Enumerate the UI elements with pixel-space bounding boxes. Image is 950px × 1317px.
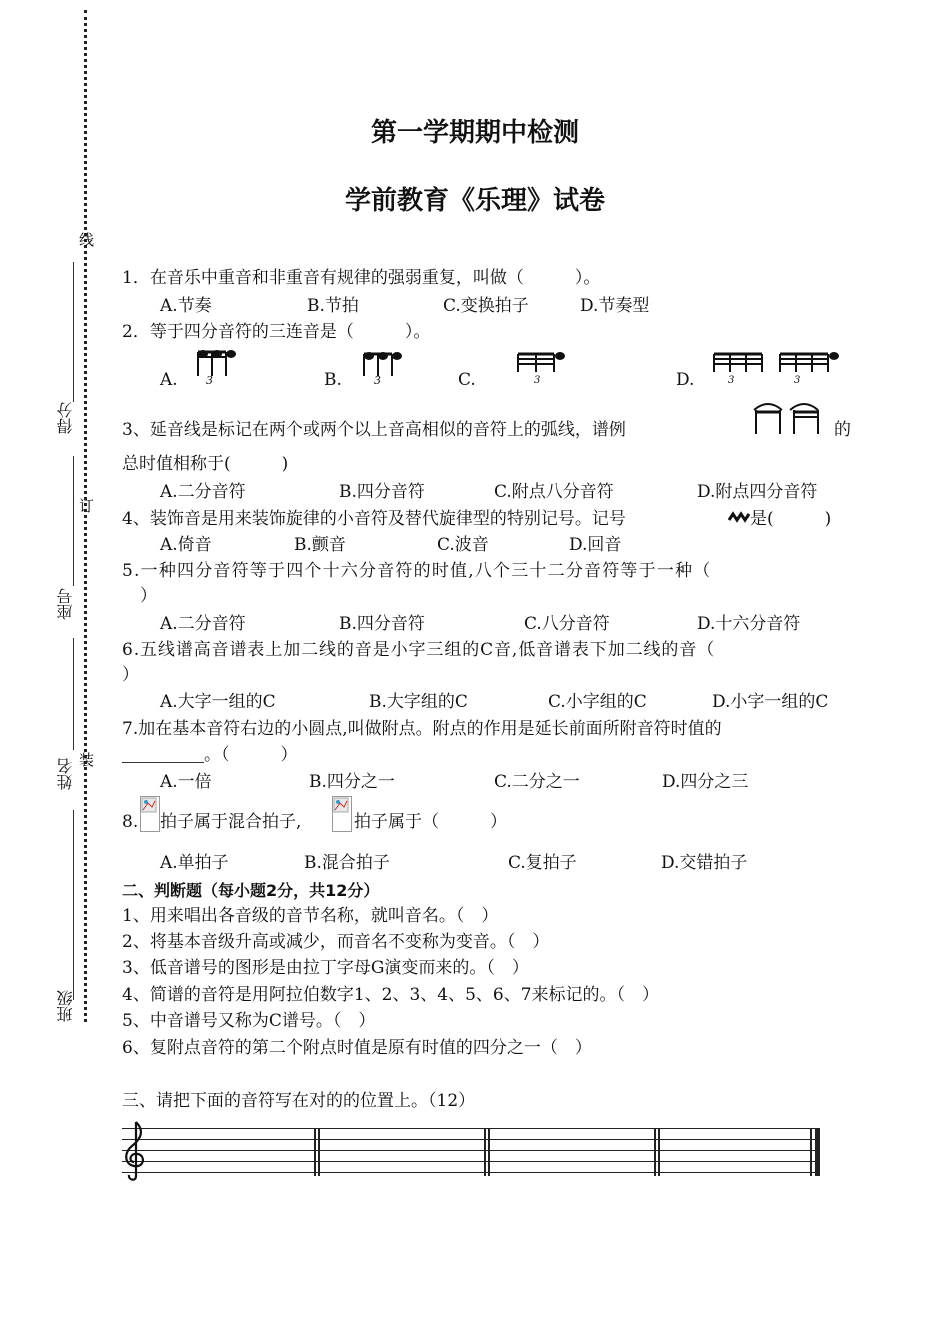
q1-option-b: B.节拍 [307,296,359,316]
music-staff [122,1128,820,1176]
question-5: 5.一种四分音符等于四个十六分音符的时值,八个三十二分音符等于一种（ [122,561,712,581]
judge-item-5: 5、中音谱号又称为C谱号。（ ） [122,1011,376,1031]
name-label: 姓名 [56,758,75,790]
q7-option-c: C.二分之一 [494,772,580,792]
name-line [73,638,74,750]
q7-option-b: B.四分之一 [309,772,395,792]
q6-option-c: C.小字组的C [548,692,647,712]
class-label: 班级 [56,990,75,1022]
question-8-number: 8. [122,812,139,832]
q8-option-c: C.复拍子 [508,853,577,873]
q8-option-a: A.单拍子 [160,853,229,873]
q3-option-d: D.附点四分音符 [697,482,818,502]
binding-dotted-line [84,10,87,1022]
answer-blank [122,746,204,763]
q4-option-c: C.波音 [437,535,489,555]
treble-clef-icon [122,1120,148,1186]
q8-option-d: D.交错拍子 [661,853,748,873]
binding-char-line: 线 [77,232,95,247]
q2-option-b: B. [324,370,342,390]
judge-item-4: 4、简谱的音符是用阿拉伯数字1、2、3、4、5、6、7来标记的。（ ） [122,985,660,1005]
question-3-cont: 总时值相称于( ) [122,454,289,474]
judge-item-3: 3、低音谱号的图形是由拉丁字母G演变而来的。（ ） [122,958,529,978]
page-title: 第一学期期中检测 [370,118,579,148]
question-6-cont: ） [122,665,139,685]
q1-option-a: A.节奏 [160,296,212,316]
triplet-note-icon [358,348,414,388]
page-subtitle: 学前教育《乐理》试卷 [344,186,605,216]
q5-option-d: D.十六分音符 [697,614,801,634]
broken-image-icon [332,796,352,836]
class-line [73,810,74,1000]
question-3-suffix: 的 [834,420,851,440]
judge-item-2: 2、将基本音级升高或减少，而音名不变称为变音。（ ） [122,932,550,952]
question-4-suffix: 是( ) [750,509,832,529]
triplet-note-icon [514,350,580,386]
binding-char-zhuang: 装 [77,752,95,767]
q8-option-b: B.混合拍子 [304,853,390,873]
q7-option-d: D.四分之三 [662,772,749,792]
q4-option-d: D.回音 [569,535,622,555]
q2-option-d: D. [676,370,695,390]
svg-text:3: 3 [534,375,541,386]
question-2: 2．等于四分音符的三连音是（ ）。 [122,322,431,342]
q6-option-a: A.大字一组的C [160,692,276,712]
question-6: 6.五线谱高音谱表上加二线的音是小字三组的C音,低音谱表下加二线的音（ [122,640,716,660]
q6-option-b: B.大字组的C [369,692,468,712]
q1-option-c: C.变换拍子 [443,296,529,316]
score-label: 得分 [56,402,75,434]
svg-text:3: 3 [728,375,735,386]
seat-label: 座号 [56,588,75,620]
binding-char-ding: 订 [77,498,95,513]
q3-option-b: B.四分音符 [339,482,425,502]
question-7: 7.加在基本音符右边的小圆点,叫做附点。附点的作用是延长前面所附音符时值的 [122,719,722,739]
triplet-note-icon [192,346,248,386]
judge-item-1: 1、用来唱出各音级的音节名称，就叫音名。（ ） [122,906,499,926]
mordent-icon [728,511,750,525]
q3-option-a: A.二分音符 [160,482,246,502]
score-line [73,262,74,402]
svg-text:3: 3 [794,375,801,386]
question-8-part-a: 拍子属于混合拍子, [160,812,302,832]
question-8-part-b: 拍子属于（ ） [354,812,507,832]
judge-item-6: 6、复附点音符的第二个附点时值是原有时值的四分之一（ ） [122,1038,592,1058]
question-7-cont: 。（ ） [204,745,298,765]
q5-option-a: A.二分音符 [160,614,246,634]
tied-note-icon [748,396,828,440]
seat-line-top [73,456,74,586]
q5-option-b: B.四分音符 [339,614,425,634]
section-3-heading: 三、请把下面的音符写在对的的位置上。（12） [122,1091,476,1111]
broken-image-icon [140,796,160,836]
q5-option-c: C.八分音符 [524,614,610,634]
q2-option-c: C. [458,370,476,390]
svg-text:3: 3 [206,374,213,386]
section-2-heading: 二、判断题（每小题2分，共12分） [122,881,380,900]
question-5-cont: ） [140,586,157,606]
q6-option-d: D.小字一组的C [712,692,829,712]
q4-option-b: B.颤音 [294,535,346,555]
q1-option-d: D.节奏型 [580,296,650,316]
triplet-note-icon [710,350,844,386]
q4-option-a: A.倚音 [160,535,212,555]
q2-option-a: A. [160,370,178,390]
svg-text:3: 3 [374,374,381,387]
question-4: 4、装饰音是用来装饰旋律的小音符及替代旋律型的特别记号。记号 [122,509,626,529]
q7-option-a: A.一倍 [160,772,212,792]
question-1: 1．在音乐中重音和非重音有规律的强弱重复，叫做（ ）。 [122,268,601,288]
question-7-cont-row [122,743,298,767]
question-3: 3、延音线是标记在两个或两个以上音高相似的音符上的弧线，谱例 [122,420,626,440]
q3-option-c: C.附点八分音符 [494,482,614,502]
